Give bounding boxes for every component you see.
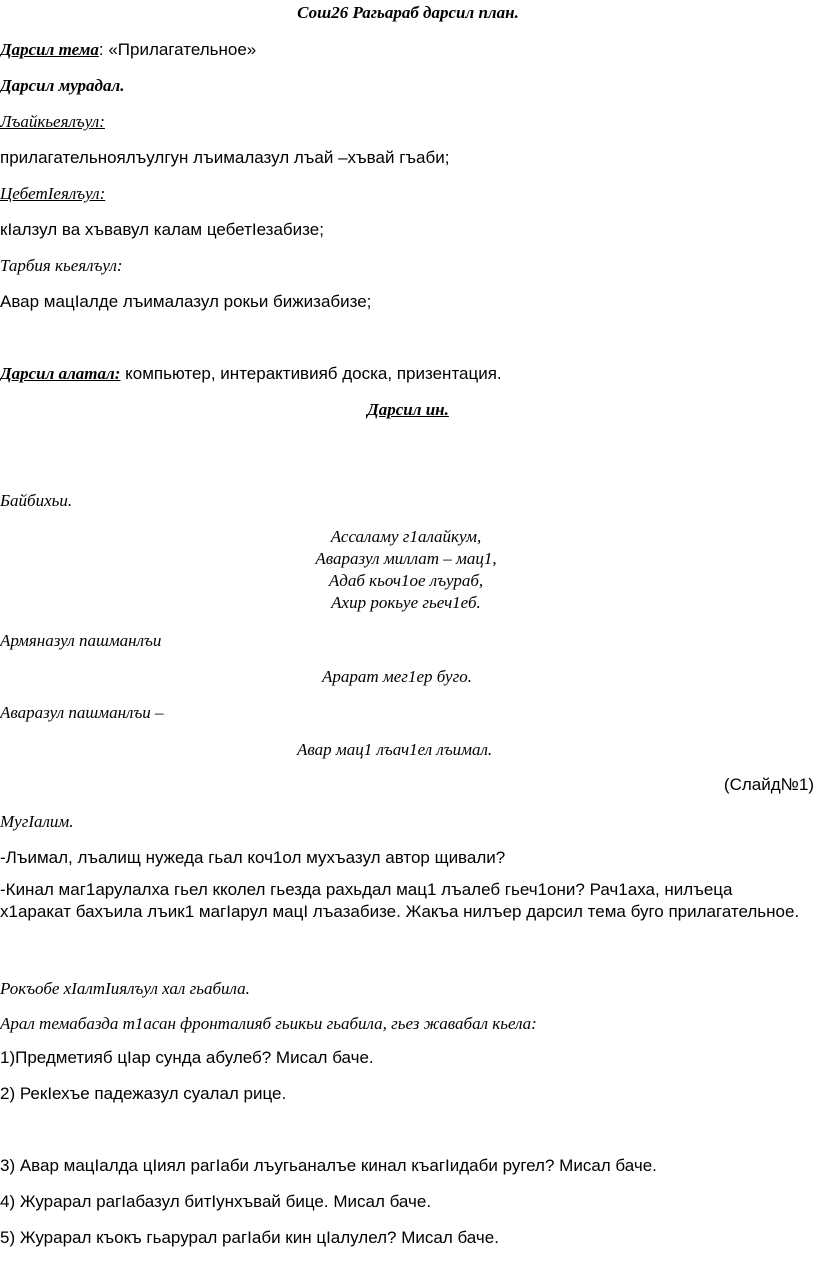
teacher-question-2-line-2: х1аракат бахъила лъик1 магIарул мацI лъазабизе. Жакъа нилъер дарсил тема буго прилагательное. — [0, 902, 800, 921]
lesson-topic — [0, 40, 256, 60]
slide-reference — [724, 775, 814, 795]
equipment-value: компьютер, интерактивияб доска, призентация. — [120, 364, 502, 383]
greeting-poem — [300, 526, 512, 614]
armenian-sorrow-label-text: Армяназул пашманлъи — [0, 631, 162, 650]
avar-sorrow-label-text: Аваразул пашманлъи – — [0, 703, 164, 722]
review-heading-text: Рокъобе хIалтIиялъул хал гьабила. — [0, 979, 250, 998]
teacher-question-1-text: -Лъимал, лъалищ нужеда гьал коч1ол мухъазул автор щивали? — [0, 848, 506, 867]
development-goal-value: кIалзул ва хъвавул калам цебетIезабизе; — [0, 220, 324, 239]
slide-reference-text: (Слайд№1) — [723, 775, 814, 794]
topic-value: «Прилагательное» — [103, 40, 257, 59]
review-question-5 — [0, 1228, 499, 1248]
upbringing-goal-label-text: Тарбия кьеялъул: — [0, 256, 123, 275]
goals-heading-text: Дарсил мурадал. — [0, 76, 125, 95]
upbringing-goal-text — [0, 292, 371, 312]
equipment-label: Дарсил алатал: — [0, 364, 121, 383]
armenian-sorrow-value: Арарат мег1ер буго. — [322, 667, 472, 686]
poem-line: Аваразул миллат – мац1, — [315, 549, 497, 568]
intro-label — [0, 491, 72, 511]
review-question-3 — [0, 1156, 657, 1176]
avar-sorrow-value: Авар мац1 лъач1ел лъимал. — [297, 740, 493, 759]
poem-line: Ахир рокьуе гьеч1еб. — [331, 593, 481, 612]
topic-label: Дарсил тема — [0, 40, 99, 59]
lesson-equipment — [0, 364, 502, 384]
avar-sorrow-text — [297, 740, 492, 760]
teacher-label — [0, 812, 74, 832]
teacher-question-1 — [0, 848, 505, 868]
poem-line: Адаб кьоч1ое лъураб, — [328, 571, 484, 590]
education-goal-value: прилагательнoялъулгун лъималазул лъай –хъвай гъаби; — [0, 148, 450, 167]
lesson-heading — [0, 400, 816, 420]
upbringing-goal-label — [0, 256, 123, 276]
topic-colon: : — [98, 40, 104, 59]
development-goal-label — [0, 184, 105, 204]
teacher-question-2 — [0, 879, 816, 923]
review-question-text: 3) Авар мацIалда цIиял рагIаби лъугьаналъе кинал къагIидаби ругел? Мисал баче. — [0, 1156, 657, 1175]
review-question-text: 5) Журарал къокъ гьарурал рагIаби кин цIалулел? Мисал баче. — [0, 1228, 499, 1247]
goals-heading — [0, 76, 124, 96]
education-goal-text — [0, 148, 449, 168]
armenian-sorrow-text — [322, 667, 472, 687]
teacher-question-2-line-1: -Кинал маг1арулалха гьел кколел гьезда рахьдал мац1 лъалеб гьеч1они? Рач1аха, нилъеца — [0, 880, 733, 899]
armenian-sorrow-label — [0, 631, 161, 651]
review-question-text: 1)Предметияб цIар сунда абулеб? Мисал баче. — [0, 1048, 374, 1067]
review-question-2 — [0, 1084, 286, 1104]
poem-line: Ассаламу г1алайкум, — [330, 527, 482, 546]
review-question-1 — [0, 1048, 374, 1068]
teacher-label-text: МугIалим. — [0, 812, 74, 831]
review-question-text: 4) Журарал рагIабазул битIунхъвай бице. Мисал баче. — [0, 1192, 432, 1211]
lesson-heading-text: Дарсил ин. — [367, 400, 449, 419]
upbringing-goal-value: Авар мацIалде лъималазул рокьи бижизабизе; — [0, 292, 372, 311]
development-goal-label-text: ЦебетIеялъул: — [0, 184, 106, 203]
page-title — [0, 3, 816, 23]
review-subheading-text: Арал темабазда т1асан фронталияб гьикьи гьабила, гьез жавабал кьела: — [0, 1014, 537, 1033]
review-heading — [0, 979, 250, 999]
review-question-text: 2) РекIехъе падежазул суалал рице. — [0, 1084, 287, 1103]
avar-sorrow-label — [0, 703, 164, 723]
review-subheading — [0, 1014, 537, 1034]
education-goal-label — [0, 112, 105, 132]
education-goal-label-text: Лъайкьеялъул: — [0, 112, 105, 131]
development-goal-text — [0, 220, 324, 240]
intro-label-text: Байбихьи. — [0, 491, 73, 510]
review-question-4 — [0, 1192, 431, 1212]
page-title-text: Сош26 Рагьараб дарсил план. — [297, 3, 519, 22]
